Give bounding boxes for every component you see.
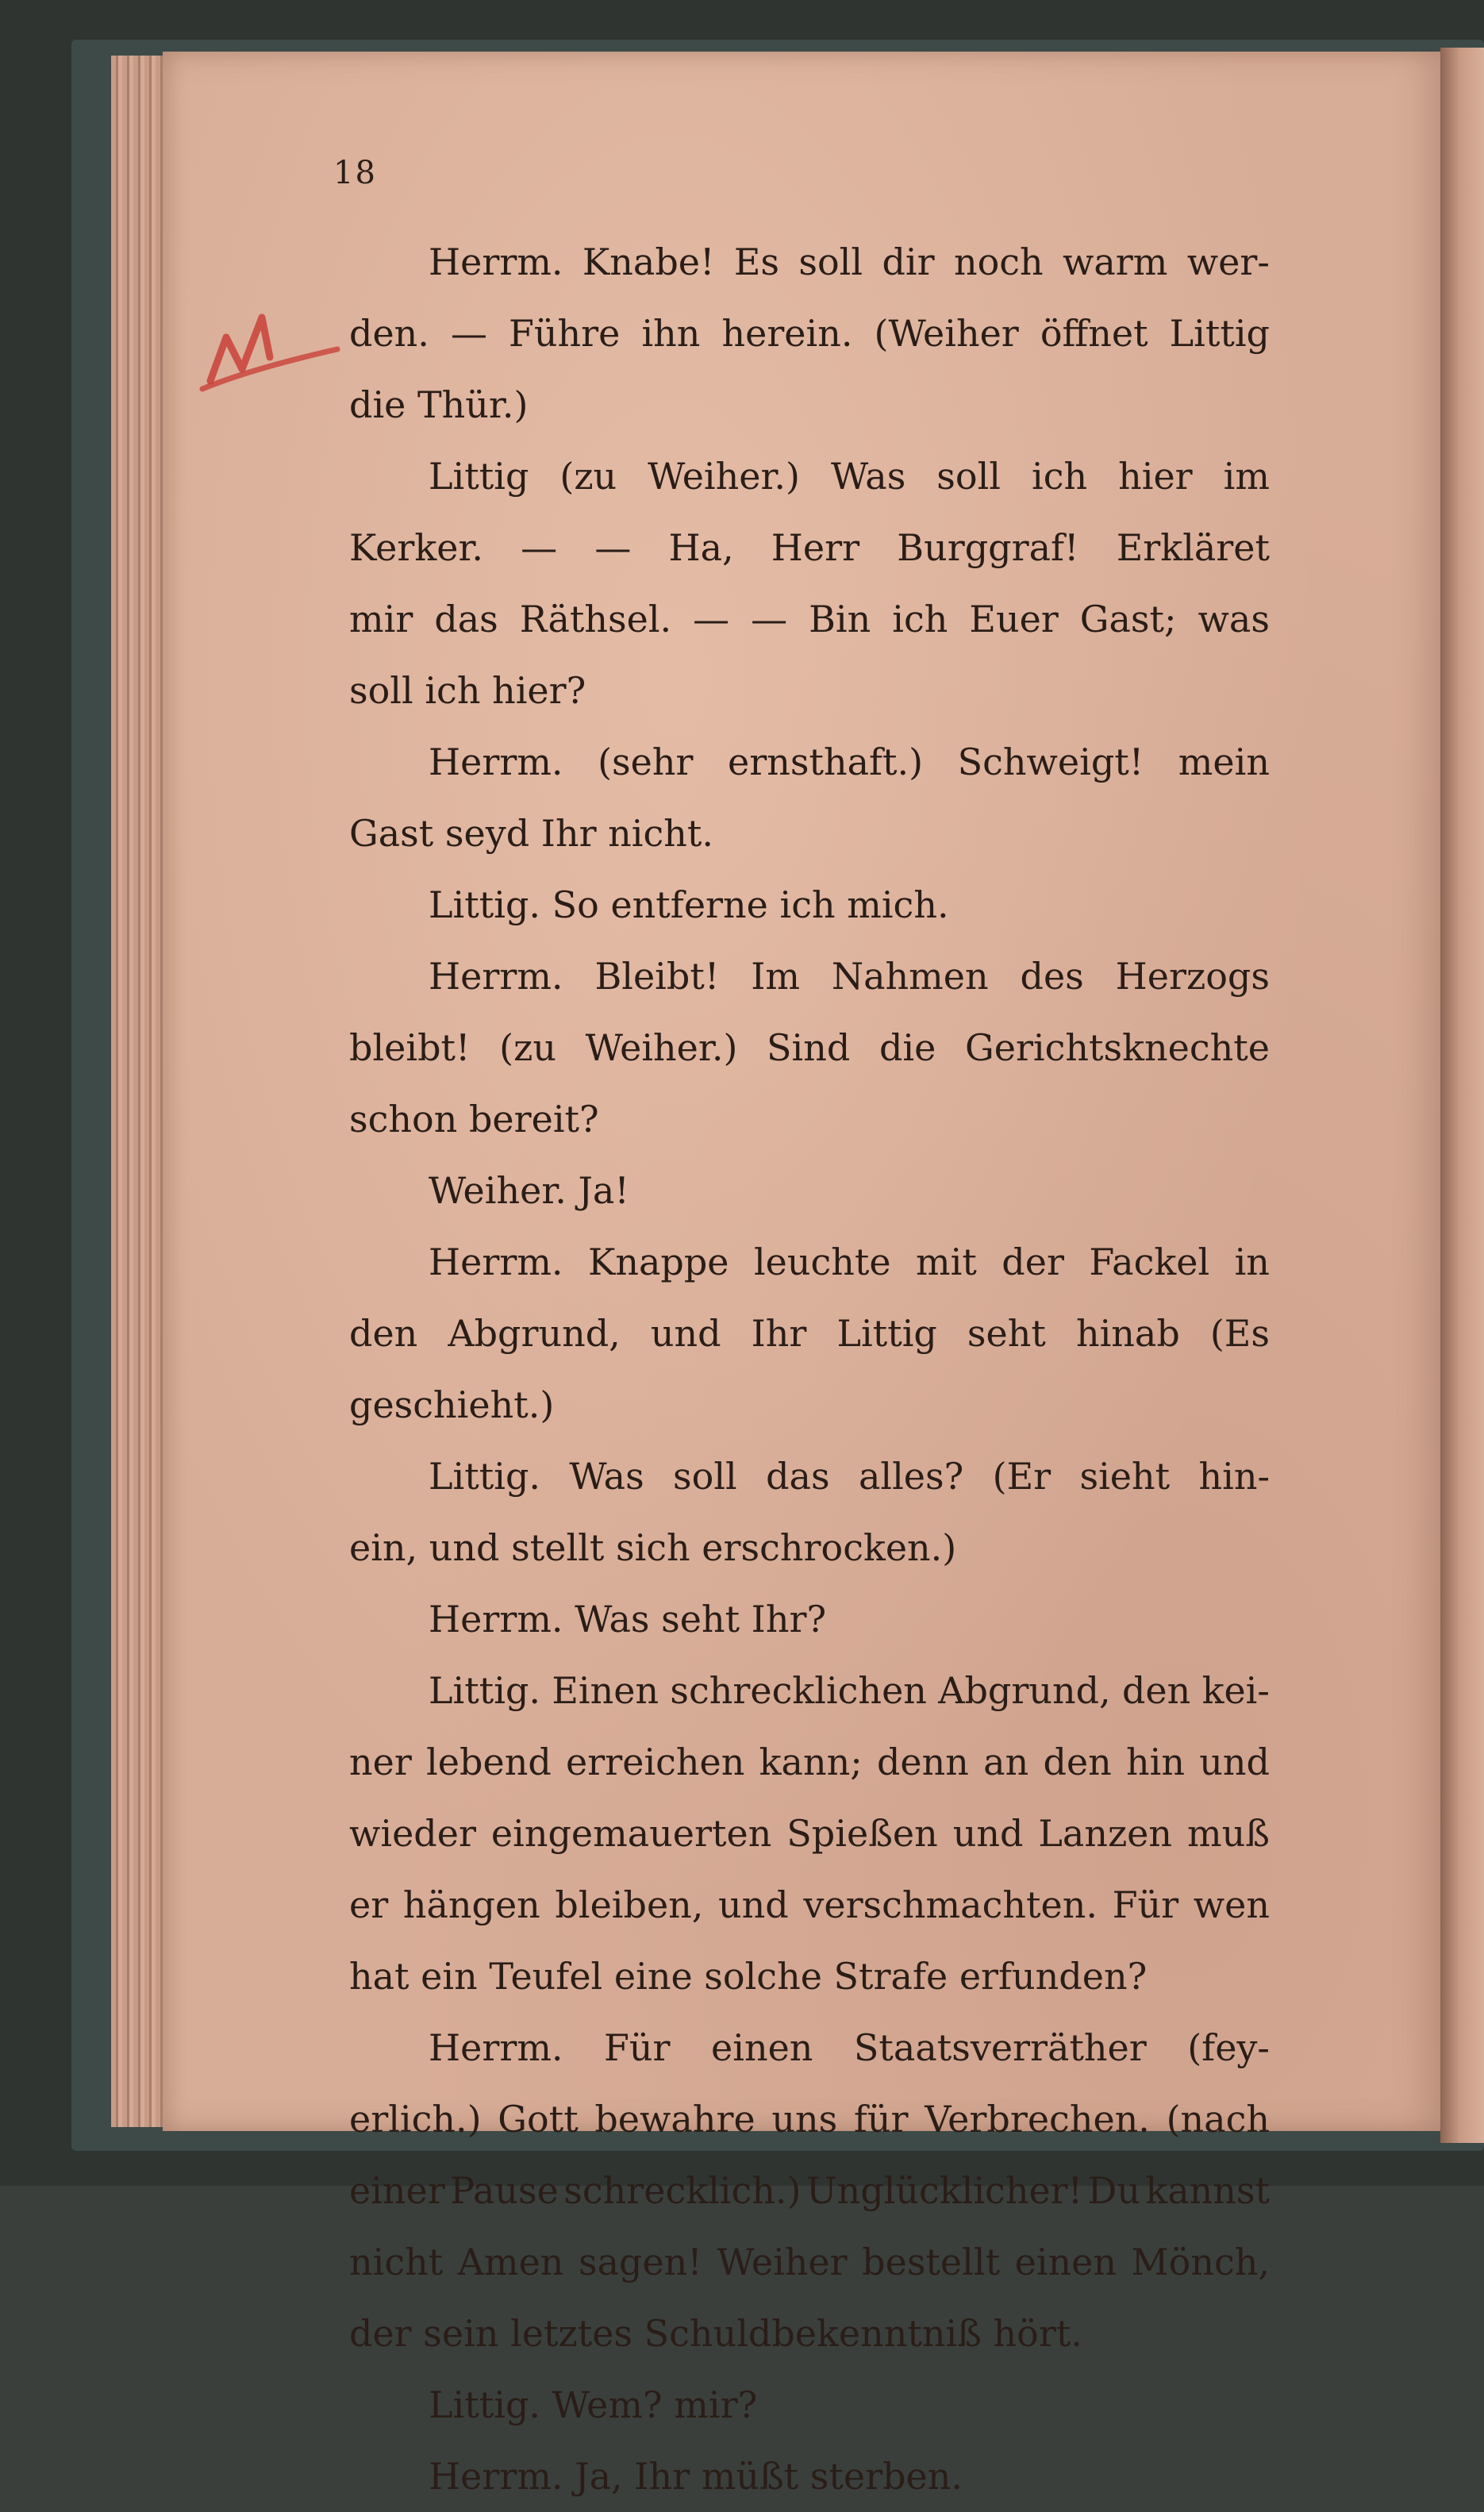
text-line: Littig (zu Weiher.) Was soll ich hier im <box>429 455 1270 498</box>
text-line <box>349 798 1270 869</box>
text-line: bleibt! (zu Weiher.) Sind die Gerichtsknechte <box>349 1026 1270 1069</box>
text-line-content: hat ein Teufel eine solche Strafe erfunden? <box>349 1955 1148 1998</box>
text-line: Herrm. Bleibt! Im Nahmen des Herzogs <box>429 955 1270 998</box>
text-line-content: die Thür.) <box>349 383 529 426</box>
text-line-content: Littig. Wem? mir? <box>429 2383 758 2426</box>
text-line: Herrm. (sehr ernsthaft.) Schweigt! mein <box>429 741 1270 783</box>
text-line: er hängen bleiben, und verschmachten. Für wen <box>349 1883 1270 1926</box>
text-line <box>349 1941 1270 2012</box>
text-line: wieder eingemauerten Spießen und Lanzen muß <box>349 1812 1270 1855</box>
text-line <box>349 1083 1270 1155</box>
text-line: den. — Führe ihn herein. (Weiher öffnet Littig <box>349 312 1270 355</box>
text-line <box>349 1583 1270 1655</box>
dialogue-text-block <box>349 226 1270 2512</box>
text-line <box>349 655 1270 726</box>
text-line-content: soll ich hier? <box>349 669 586 712</box>
text-line: Herrm. Knappe leuchte mit der Fackel in <box>429 1241 1270 1283</box>
text-line: den Abgrund, und Ihr Littig seht hinab (Es <box>349 1312 1270 1355</box>
text-line-content: ein, und stellt sich erschrocken.) <box>349 1526 957 1569</box>
text-line: Herrm. Knabe! Es soll dir noch warm wer- <box>429 240 1270 283</box>
text-line-content: Herrm. Ja, Ihr müßt sterben. <box>429 2455 963 2498</box>
text-line <box>349 2298 1270 2369</box>
text-line-content: Gast seyd Ihr nicht. <box>349 812 714 855</box>
text-line-content: Littig. So entferne ich mich. <box>429 883 949 926</box>
text-line: Herrm. Für einen Staatsverräther (fey- <box>429 2026 1270 2069</box>
text-line: ner lebend erreichen kann; denn an den hin und <box>349 1741 1270 1783</box>
text-line <box>349 869 1270 941</box>
text-line-content: geschieht.) <box>349 1383 555 1426</box>
text-line <box>349 1155 1270 1226</box>
text-line-content: der sein letztes Schuldbekenntniß hört. <box>349 2312 1082 2355</box>
text-line <box>349 369 1270 440</box>
text-line: nicht Amen sagen! Weiher bestellt einen Mönch, <box>349 2241 1270 2283</box>
text-line <box>349 2441 1270 2512</box>
page-gutter <box>1440 48 1484 2143</box>
text-line: Littig. Was soll das alles? (Er sieht hin- <box>429 1455 1270 1498</box>
text-line-content: Weiher. Ja! <box>429 1169 629 1212</box>
text-line: mir das Räthsel. — — Bin ich Euer Gast; was <box>349 598 1270 641</box>
text-line: Kerker. — — Ha, Herr Burggraf! Erkläret <box>349 526 1270 569</box>
text-line <box>349 1512 1270 1583</box>
text-line: einer Pause schrecklich.) Unglücklicher! Du kannst <box>349 2169 1270 2212</box>
text-line-content: Herrm. Was seht Ihr? <box>429 1598 827 1641</box>
text-line <box>349 1369 1270 1441</box>
text-line <box>349 2369 1270 2441</box>
page-number: 18 <box>333 155 377 191</box>
text-line: erlich.) Gott bewahre uns für Verbrechen. (nach <box>349 2098 1270 2141</box>
red-pencil-mark-icon <box>194 294 353 405</box>
text-line-content: schon bereit? <box>349 1098 599 1141</box>
text-line: Littig. Einen schrecklichen Abgrund, den kei- <box>429 1669 1270 1712</box>
